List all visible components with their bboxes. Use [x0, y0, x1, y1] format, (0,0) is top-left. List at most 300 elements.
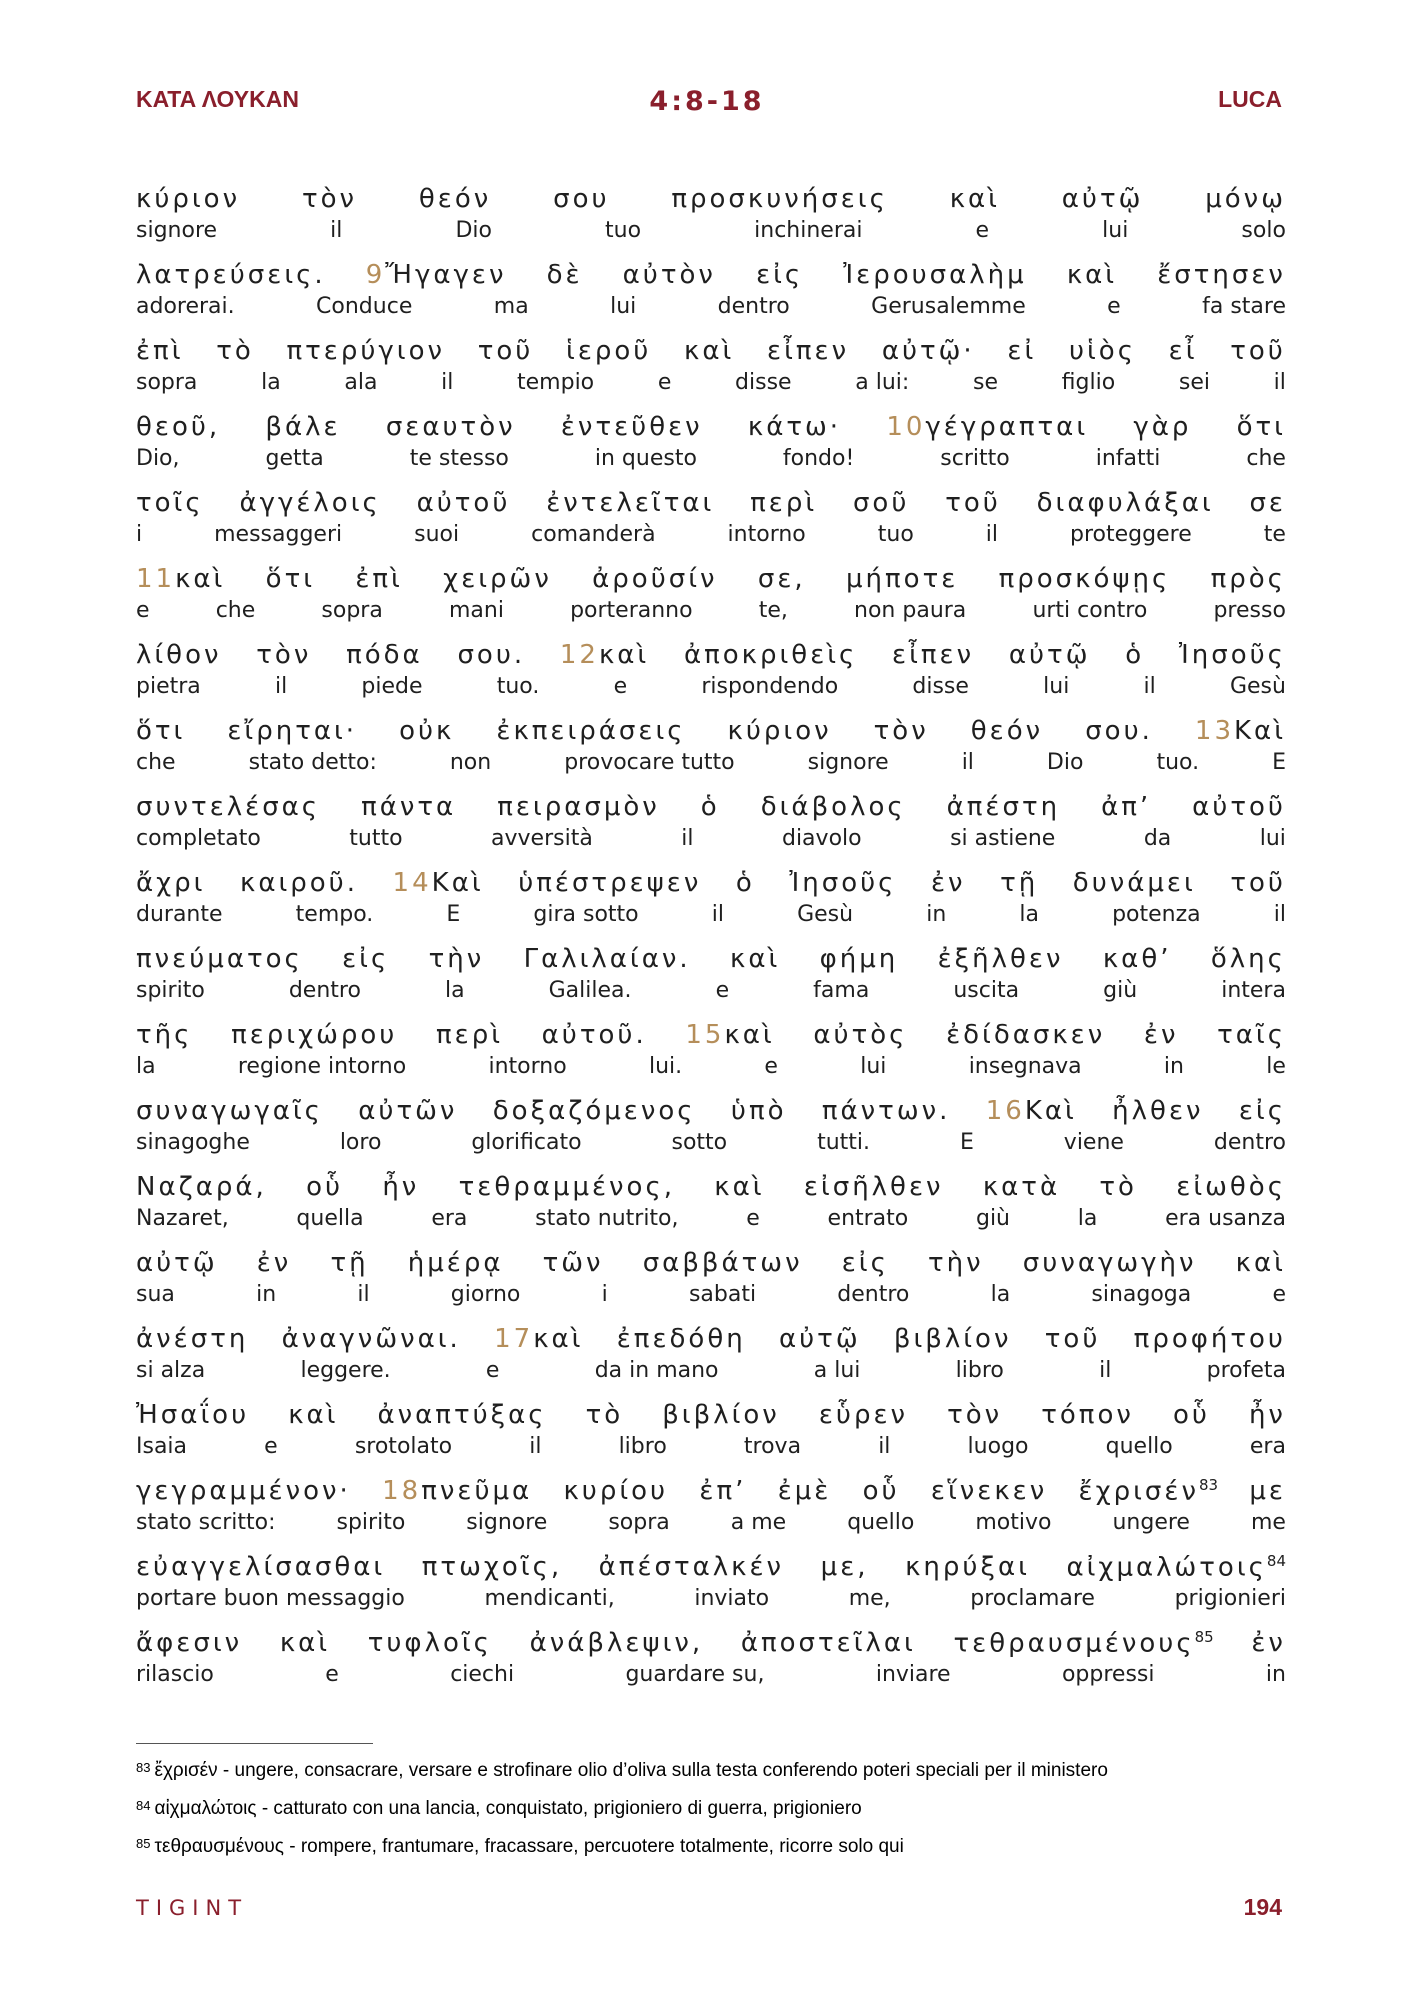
interlinear-line: [136, 488, 1286, 564]
greek-word: ἡμέρᾳ: [407, 1248, 504, 1278]
greek-word: ἄχρι: [136, 868, 206, 898]
italian-word: lui: [1259, 826, 1286, 851]
italian-word: entrato: [827, 1206, 909, 1231]
publisher-name: TIGINT: [136, 1896, 249, 1920]
greek-word: αὐτῷ: [1008, 640, 1091, 670]
greek-row: [136, 792, 1286, 826]
greek-word-text: γέγραπται: [925, 412, 1089, 442]
greek-row: [136, 868, 1286, 902]
italian-word: era usanza: [1165, 1206, 1286, 1231]
greek-word-text: Καὶ: [1234, 716, 1286, 746]
italian-word: spirito: [136, 978, 205, 1003]
italian-word: la: [990, 1282, 1011, 1307]
italian-word: Dio,: [136, 446, 180, 471]
greek-word: διαφυλάξαι: [1036, 488, 1214, 518]
italian-word: oppressi: [1061, 1662, 1155, 1687]
footnote-number: 84: [136, 1798, 151, 1813]
italian-word: Gerusalemme: [871, 294, 1026, 319]
greek-word: ἐπ’: [699, 1476, 747, 1506]
greek-word: ταῖς: [1217, 1020, 1286, 1050]
italian-word: la: [444, 978, 465, 1003]
italian-word: avversità: [491, 826, 593, 851]
italian-word: portare buon messaggio: [136, 1586, 405, 1611]
italian-word: rispondendo: [701, 674, 839, 699]
greek-word: κηρύξαι: [905, 1552, 1030, 1582]
greek-word-text: τεθραυσμένους: [953, 1628, 1195, 1659]
italian-word: a lui:: [855, 370, 910, 395]
italian-row: [136, 1130, 1286, 1160]
greek-word: καθ’: [1102, 944, 1172, 974]
greek-word: ἀπέστη: [946, 792, 1061, 822]
italian-word: potenza: [1112, 902, 1201, 927]
greek-row: [136, 488, 1286, 522]
interlinear-line: [136, 944, 1286, 1020]
italian-word: signore: [466, 1510, 548, 1535]
italian-word: a lui: [813, 1358, 861, 1383]
greek-word: διάβολος: [760, 792, 906, 822]
greek-row: [136, 1552, 1286, 1586]
greek-word: ἦν: [382, 1172, 420, 1202]
greek-word: ἀροῦσίν: [592, 564, 718, 594]
greek-word: υἱὸς: [1068, 336, 1136, 366]
interlinear-line: [136, 260, 1286, 336]
italian-word: pietra: [136, 674, 201, 699]
greek-word: σου.: [457, 640, 526, 670]
italian-word: suoi: [414, 522, 460, 547]
italian-word: dentro: [717, 294, 790, 319]
italian-word: leggere.: [300, 1358, 391, 1383]
greek-word: [494, 1324, 583, 1358]
italian-word: quella: [296, 1206, 364, 1231]
interlinear-line: [136, 184, 1286, 260]
greek-word: βιβλίον: [662, 1400, 780, 1430]
italian-word: lui: [610, 294, 637, 319]
greek-word: προφήτου: [1133, 1324, 1286, 1354]
italian-word: il: [441, 370, 454, 395]
italian-word: profeta: [1206, 1358, 1286, 1383]
italian-word: era: [431, 1206, 468, 1231]
italian-word: mendicanti,: [484, 1586, 615, 1611]
greek-word: [1066, 1552, 1286, 1586]
greek-word: αὐτοῦ.: [541, 1020, 647, 1050]
italian-word: libro: [955, 1358, 1004, 1383]
interlinear-line: [136, 868, 1286, 944]
italian-word: il: [1099, 1358, 1112, 1383]
greek-word: πνεύματος: [136, 944, 303, 974]
greek-word: οὗ: [306, 1172, 344, 1202]
greek-word-text: καὶ: [533, 1324, 584, 1354]
italian-row: [136, 1054, 1286, 1084]
greek-word: εἰωθὸς: [1176, 1172, 1286, 1202]
italian-word: non: [449, 750, 492, 775]
italian-word: rilascio: [136, 1662, 214, 1687]
italian-row: [136, 1434, 1286, 1464]
italian-word: Gesù: [797, 902, 854, 927]
greek-word: τὸ: [1099, 1172, 1137, 1202]
greek-word: Ἰησοῦς: [1178, 640, 1286, 670]
italian-word: sopra: [321, 598, 383, 623]
greek-word: τῆς: [136, 1020, 193, 1050]
italian-word: tuo.: [496, 674, 540, 699]
italian-word: regione intorno: [237, 1054, 407, 1079]
italian-word: viene: [1063, 1130, 1124, 1155]
greek-word: ἱεροῦ: [566, 336, 652, 366]
greek-word: καὶ: [684, 336, 735, 366]
italian-word: che: [1246, 446, 1286, 471]
italian-word: la: [261, 370, 281, 395]
interlinear-line: [136, 1400, 1286, 1476]
greek-word: Ναζαρά,: [136, 1172, 267, 1202]
greek-word: τὸν: [947, 1400, 1003, 1430]
greek-word-text: Καὶ: [431, 868, 484, 898]
greek-word: ἐμὲ: [777, 1476, 832, 1506]
italian-word: i: [601, 1282, 608, 1307]
italian-word: durante: [136, 902, 223, 927]
greek-word: εἶπεν: [892, 640, 975, 670]
italian-word: sotto: [671, 1130, 728, 1155]
greek-word: τοῖς: [136, 488, 204, 518]
greek-word: τοῦ: [1230, 336, 1286, 366]
greek-word: πρὸς: [1210, 564, 1286, 594]
italian-word: Conduce: [316, 294, 413, 319]
italian-word: giù: [975, 1206, 1011, 1231]
chapter-verse-range: 4:8-18: [649, 86, 765, 117]
greek-word: εἰ: [1007, 336, 1037, 366]
italian-word: motivo: [975, 1510, 1052, 1535]
greek-word: Γαλιλαίαν.: [523, 944, 691, 974]
greek-word: ἐν: [1143, 1020, 1179, 1050]
italian-row: [136, 522, 1286, 552]
italian-word: non paura: [854, 598, 967, 623]
greek-word-text: πνεῦμα: [421, 1476, 533, 1506]
italian-row: [136, 1662, 1286, 1692]
greek-word: πάντων.: [821, 1096, 951, 1126]
italian-word: i: [136, 522, 143, 547]
greek-word: τοῦ: [477, 336, 534, 366]
greek-word: αὐτοῦ: [1192, 792, 1286, 822]
italian-word: il: [985, 522, 999, 547]
italian-word: e: [325, 1662, 339, 1687]
greek-word: τῶν: [542, 1248, 604, 1278]
verse-number: 11: [136, 564, 176, 594]
greek-word: αὐτῷ·: [881, 336, 975, 366]
greek-word: γεγραμμένον·: [136, 1476, 351, 1506]
greek-word: καὶ: [279, 1628, 331, 1658]
greek-row: [136, 1324, 1286, 1358]
footnote-ref[interactable]: 84: [1266, 1552, 1286, 1570]
italian-word: il: [681, 826, 694, 851]
italian-word: la: [136, 1054, 156, 1079]
greek-word: τόπον: [1041, 1400, 1134, 1430]
italian-word: ala: [344, 370, 378, 395]
greek-word: με,: [820, 1552, 869, 1582]
italian-word: dentro: [1213, 1130, 1286, 1155]
greek-word: ἀναπτύξας: [377, 1400, 547, 1430]
greek-word: προσκυνήσεις: [671, 184, 888, 214]
italian-word: e: [485, 1358, 500, 1383]
italian-word: diavolo: [781, 826, 862, 851]
greek-word: ἀπ’: [1101, 792, 1152, 822]
greek-word: τὸ: [585, 1400, 624, 1430]
italian-word: dentro: [288, 978, 361, 1003]
greek-word: εἰσῆλθεν: [803, 1172, 944, 1202]
greek-word: καὶ: [1066, 260, 1118, 290]
greek-word: ἐπὶ: [355, 564, 403, 594]
italian-word: te stesso: [409, 446, 509, 471]
italian-row: [136, 674, 1286, 704]
greek-word: ἀνάβλεψιν,: [529, 1628, 704, 1658]
italian-word: e: [613, 674, 628, 699]
greek-word: τὸ: [216, 336, 254, 366]
greek-word: ἀναγνῶναι.: [281, 1324, 461, 1354]
greek-word: κάτω·: [747, 412, 842, 442]
greek-word: αὐτοῦ: [416, 488, 511, 518]
italian-word: proclamare: [970, 1586, 1095, 1611]
italian-word: adorerai.: [136, 294, 235, 319]
greek-word: εἰς: [841, 1248, 889, 1278]
greek-word: πειρασμὸν: [497, 792, 660, 822]
greek-word: σου: [553, 184, 610, 214]
greek-word: σε,: [757, 564, 806, 594]
italian-word: sopra: [136, 370, 198, 395]
greek-word: ἀποστεῖλαι: [740, 1628, 916, 1658]
italian-word: lui: [860, 1054, 887, 1079]
interlinear-line: [136, 1628, 1286, 1720]
italian-word: trova: [743, 1434, 802, 1459]
greek-word: ἐν: [930, 868, 966, 898]
verse-number: 10: [886, 412, 926, 442]
italian-word: si alza: [136, 1358, 206, 1383]
italian-row: [136, 826, 1286, 856]
footnote-ref[interactable]: 85: [1194, 1628, 1214, 1646]
greek-word: ὁ: [735, 868, 755, 898]
italian-word: in: [1163, 1054, 1184, 1079]
greek-word: εἰς: [756, 260, 804, 290]
italian-row: [136, 750, 1286, 780]
italian-word: luogo: [967, 1434, 1029, 1459]
greek-word: [560, 640, 649, 674]
italian-word: Nazaret,: [136, 1206, 229, 1231]
italian-word: provocare tutto: [564, 750, 735, 775]
greek-word: πτωχοῖς,: [421, 1552, 563, 1582]
italian-word: lui: [1102, 218, 1129, 243]
greek-word: πτερύγιον: [286, 336, 446, 366]
greek-row: [136, 260, 1286, 294]
greek-word: φήμη: [819, 944, 899, 974]
verse-number: 14: [392, 868, 432, 898]
italian-word: tempo.: [295, 902, 374, 927]
greek-word: ἐξῆλθεν: [937, 944, 1064, 974]
greek-word: [685, 1020, 774, 1054]
italian-word: lui.: [648, 1054, 683, 1079]
italian-word: sinagoga: [1091, 1282, 1192, 1307]
greek-word: ἐπὶ: [136, 336, 184, 366]
italian-row: [136, 1282, 1286, 1312]
italian-word: gira sotto: [533, 902, 639, 927]
italian-word: signore: [136, 218, 218, 243]
greek-word: εὗρεν: [818, 1400, 909, 1430]
greek-word: εἰς: [342, 944, 390, 974]
italian-word: giù: [1103, 978, 1138, 1003]
italian-row: [136, 1206, 1286, 1236]
italian-word: la: [1019, 902, 1039, 927]
greek-word: συναγωγὴν: [1022, 1248, 1197, 1278]
greek-word: ἀγγέλοις: [239, 488, 381, 518]
book-title-italian: LUCA: [1218, 86, 1282, 112]
italian-word: in: [256, 1282, 277, 1307]
greek-word: ἔστησεν: [1157, 260, 1286, 290]
italian-word: tuo.: [1156, 750, 1200, 775]
greek-word: οὗ: [862, 1476, 900, 1506]
footnote-number: 85: [136, 1836, 151, 1851]
greek-word: τὸν: [301, 184, 358, 214]
greek-word: αὐτὸς: [813, 1020, 908, 1050]
greek-word: πόδα: [346, 640, 423, 670]
greek-word: τὴν: [928, 1248, 984, 1278]
greek-word: ὅτι: [136, 716, 186, 746]
greek-word-text: Καὶ: [1024, 1096, 1077, 1126]
greek-word: τὸν: [256, 640, 312, 670]
greek-word: βιβλίον: [893, 1324, 1012, 1354]
italian-word: e: [764, 1054, 778, 1079]
greek-word: αὐτῷ: [136, 1248, 218, 1278]
greek-word: τῇ: [330, 1248, 369, 1278]
greek-word: ἦν: [1248, 1400, 1286, 1430]
greek-word: αὐτῷ: [779, 1324, 861, 1354]
italian-word: il: [711, 902, 724, 927]
greek-row: [136, 944, 1286, 978]
italian-row: [136, 978, 1286, 1008]
greek-word: οὗ: [1172, 1400, 1210, 1430]
greek-word: γὰρ: [1133, 412, 1192, 442]
greek-word: περὶ: [435, 1020, 503, 1050]
italian-word: il: [1143, 674, 1156, 699]
italian-word: il: [1273, 902, 1286, 927]
greek-word: περιχώρου: [231, 1020, 398, 1050]
greek-word-text: Ἤγαγεν: [385, 260, 507, 290]
footnote-ref[interactable]: 83: [1198, 1476, 1219, 1494]
greek-word: καὶ: [730, 944, 781, 974]
greek-word: καὶ: [949, 184, 1000, 214]
italian-word: e: [1272, 1282, 1286, 1307]
italian-word: solo: [1241, 218, 1286, 243]
greek-word: [382, 1476, 532, 1510]
greek-row: [136, 1096, 1286, 1130]
italian-word: ma: [493, 294, 529, 319]
verse-number: 15: [685, 1020, 725, 1050]
italian-row: [136, 370, 1286, 400]
italian-word: il: [330, 218, 343, 243]
italian-word: spirito: [336, 1510, 406, 1535]
italian-word: le: [1266, 1054, 1286, 1079]
italian-word: che: [136, 750, 176, 775]
greek-word: ἐδίδασκεν: [946, 1020, 1106, 1050]
greek-word: θεοῦ,: [136, 412, 221, 442]
italian-word: glorificato: [471, 1130, 582, 1155]
interlinear-line: [136, 1324, 1286, 1400]
italian-word: stato nutrito,: [535, 1206, 679, 1231]
italian-word: si astiene: [950, 826, 1056, 851]
greek-word: ὁ: [700, 792, 720, 822]
verse-number: 17: [494, 1324, 534, 1354]
italian-word: sabati: [688, 1282, 757, 1307]
italian-word: intorno: [727, 522, 806, 547]
italian-word: piede: [361, 674, 423, 699]
interlinear-line: [136, 1476, 1286, 1552]
greek-word: σου.: [1085, 716, 1153, 746]
italian-word: te,: [758, 598, 788, 623]
italian-word: te: [1263, 522, 1286, 547]
italian-word: uscita: [953, 978, 1020, 1003]
interlinear-line: [136, 792, 1286, 868]
greek-word: συναγωγαῖς: [136, 1096, 323, 1126]
greek-word: εὐαγγελίσασθαι: [136, 1552, 386, 1582]
greek-row: [136, 1248, 1286, 1282]
greek-word: αὐτὸν: [622, 260, 716, 290]
greek-word: κατὰ: [982, 1172, 1061, 1202]
italian-word: getta: [265, 446, 324, 471]
greek-word: κυρίου: [563, 1476, 669, 1506]
greek-word: ἦλθεν: [1112, 1096, 1204, 1126]
greek-word: λατρεύσεις.: [136, 260, 326, 290]
greek-word: κύριον: [136, 184, 241, 214]
italian-word: srotolato: [354, 1434, 453, 1459]
italian-word: sopra: [608, 1510, 670, 1535]
greek-word: τοῦ: [1044, 1324, 1101, 1354]
italian-word: stato scritto:: [136, 1510, 276, 1535]
greek-word: δυνάμει: [1072, 868, 1196, 898]
greek-word: ἄφεσιν: [136, 1628, 243, 1658]
italian-word: il: [357, 1282, 370, 1307]
greek-row: [136, 1628, 1286, 1662]
italian-word: comanderà: [531, 522, 656, 547]
italian-word: urti contro: [1032, 598, 1148, 623]
greek-word: ἀποκριθεὶς: [683, 640, 858, 670]
footnote-text: τεθραυσμένους - rompere, frantumare, fracassare, percuotere totalmente, ricorre solo qui: [154, 1836, 904, 1857]
greek-word: σεαυτὸν: [385, 412, 516, 442]
greek-word: [1079, 1476, 1219, 1510]
italian-row: [136, 446, 1286, 476]
interlinear-line: [136, 412, 1286, 488]
greek-word: Ἰησοῦς: [789, 868, 897, 898]
greek-word: καιροῦ.: [240, 868, 358, 898]
footnote-text: ἔχρισέν - ungere, consacrare, versare e strofinare olio d’oliva sulla testa conferendo poteri speciali per il ministero: [154, 1760, 1108, 1781]
italian-word: messaggeri: [214, 522, 343, 547]
italian-row: [136, 598, 1286, 628]
interlinear-line: [136, 1096, 1286, 1172]
italian-word: tuo: [877, 522, 914, 547]
greek-word: εἰς: [1238, 1096, 1286, 1126]
greek-word: βάλε: [265, 412, 341, 442]
italian-word: Galilea.: [548, 978, 632, 1003]
italian-word: tutti.: [817, 1130, 871, 1155]
italian-word: e: [657, 370, 672, 395]
greek-word: ὑπὸ: [730, 1096, 787, 1126]
greek-word: λίθον: [136, 640, 222, 670]
greek-word-text: αἰχμαλώτοις: [1066, 1552, 1267, 1583]
greek-word: [1195, 716, 1286, 750]
italian-word: a me: [730, 1510, 787, 1535]
italian-row: [136, 1586, 1286, 1616]
verse-number: 9: [365, 260, 386, 290]
italian-word: mani: [448, 598, 504, 623]
italian-word: e: [264, 1434, 278, 1459]
greek-word: [136, 564, 225, 598]
greek-word: [954, 1628, 1214, 1662]
greek-word: συντελέσας: [136, 792, 321, 822]
italian-word: e: [975, 218, 990, 243]
italian-word: tempio: [517, 370, 595, 395]
